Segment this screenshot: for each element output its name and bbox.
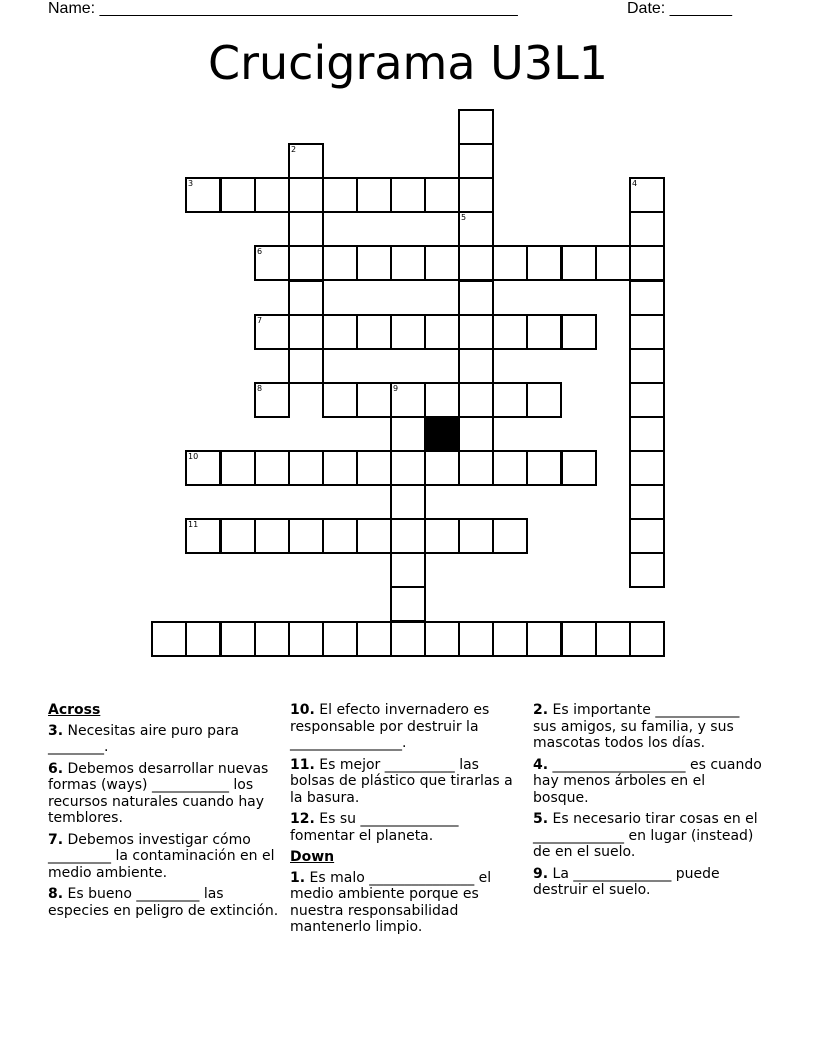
clue-number: 5 bbox=[461, 213, 467, 222]
grid-cell[interactable] bbox=[288, 621, 324, 657]
grid-cell[interactable] bbox=[220, 450, 256, 486]
grid-cell[interactable] bbox=[322, 621, 358, 657]
grid-cell[interactable] bbox=[424, 450, 460, 486]
grid-cell[interactable] bbox=[492, 621, 528, 657]
clue-number: 8 bbox=[257, 384, 263, 393]
grid-cell[interactable] bbox=[356, 450, 392, 486]
grid-cell[interactable] bbox=[390, 177, 426, 213]
grid-cell[interactable] bbox=[356, 245, 392, 281]
grid-cell[interactable] bbox=[424, 382, 460, 418]
clue-across-6: 6. Debemos desarrollar nuevas formas (ways) ___________ los recursos naturales cuando hay temblores. bbox=[48, 760, 269, 826]
clue-number: 9 bbox=[393, 384, 399, 393]
grid-cell[interactable] bbox=[254, 382, 290, 418]
grid-cell[interactable] bbox=[561, 621, 597, 657]
grid-cell[interactable] bbox=[595, 621, 631, 657]
grid-cell[interactable] bbox=[492, 518, 528, 554]
grid-cell[interactable] bbox=[288, 348, 324, 384]
down-heading: Down bbox=[290, 849, 335, 865]
clues-column-1 bbox=[48, 702, 280, 924]
grid-cell[interactable] bbox=[458, 382, 494, 418]
grid-cell[interactable] bbox=[390, 552, 426, 588]
grid-cell[interactable] bbox=[629, 280, 665, 316]
grid-cell[interactable] bbox=[390, 518, 426, 554]
grid-cell[interactable] bbox=[629, 484, 665, 520]
grid-cell[interactable] bbox=[492, 382, 528, 418]
clue-down-9: 9. La ______________ puede destruir el suelo. bbox=[533, 865, 720, 898]
grid-cell[interactable] bbox=[288, 518, 324, 554]
grid-cell[interactable] bbox=[322, 245, 358, 281]
grid-cell[interactable] bbox=[356, 382, 392, 418]
clue-number: 11 bbox=[188, 520, 199, 529]
grid-cell[interactable] bbox=[254, 177, 290, 213]
grid-cell[interactable] bbox=[526, 245, 562, 281]
grid-cell[interactable] bbox=[390, 314, 426, 350]
grid-cell[interactable] bbox=[458, 109, 494, 145]
grid-cell[interactable] bbox=[220, 177, 256, 213]
grid-cell[interactable] bbox=[424, 314, 460, 350]
clue-across-12: 12. Es su ______________ fomentar el planeta. bbox=[290, 811, 459, 844]
grid-cell[interactable] bbox=[458, 450, 494, 486]
clue-across-11: 11. Es mejor __________ las bolsas de plástico que tirarlas a la basura. bbox=[290, 756, 513, 806]
grid-cell[interactable] bbox=[492, 314, 528, 350]
grid-cell[interactable] bbox=[492, 450, 528, 486]
date-field-label: Date: _______ bbox=[627, 0, 732, 17]
grid-cell[interactable] bbox=[288, 211, 324, 247]
grid-cell[interactable] bbox=[220, 518, 256, 554]
grid-cell[interactable] bbox=[629, 177, 665, 213]
name-field-label: Name: _______________________________________________ bbox=[48, 0, 518, 17]
grid-cell[interactable] bbox=[526, 314, 562, 350]
grid-cell[interactable] bbox=[629, 552, 665, 588]
grid-cell[interactable] bbox=[288, 245, 324, 281]
grid-cell[interactable] bbox=[322, 314, 358, 350]
grid-cell[interactable] bbox=[254, 450, 290, 486]
grid-cell[interactable] bbox=[458, 245, 494, 281]
grid-cell[interactable] bbox=[458, 143, 494, 179]
grid-cell[interactable] bbox=[390, 382, 426, 418]
page-title: Crucigrama U3L1 bbox=[207, 36, 608, 90]
grid-cell[interactable] bbox=[492, 245, 528, 281]
grid-cell[interactable] bbox=[185, 518, 221, 554]
grid-cell[interactable] bbox=[322, 450, 358, 486]
grid-cell[interactable] bbox=[254, 314, 290, 350]
grid-cell[interactable] bbox=[254, 245, 290, 281]
grid-cell[interactable] bbox=[424, 245, 460, 281]
clue-across-8: 8. Es bueno _________ las especies en peligro de extinción. bbox=[48, 886, 279, 919]
grid-cell[interactable] bbox=[629, 450, 665, 486]
grid-cell[interactable] bbox=[424, 621, 460, 657]
grid-cell[interactable] bbox=[390, 484, 426, 520]
grid-cell[interactable] bbox=[561, 245, 597, 281]
clue-across-3: 3. Necesitas aire puro para ________. bbox=[48, 722, 239, 755]
grid-cell[interactable] bbox=[322, 382, 358, 418]
grid-cell[interactable] bbox=[526, 382, 562, 418]
grid-cell[interactable] bbox=[288, 450, 324, 486]
grid-cell[interactable] bbox=[629, 382, 665, 418]
grid-cell[interactable] bbox=[424, 518, 460, 554]
grid-cell[interactable] bbox=[561, 450, 597, 486]
clues-column-2 bbox=[290, 702, 522, 941]
grid-cell[interactable] bbox=[288, 314, 324, 350]
grid-cell[interactable] bbox=[458, 314, 494, 350]
grid-cell[interactable] bbox=[254, 518, 290, 554]
grid-cell[interactable] bbox=[595, 245, 631, 281]
grid-cell[interactable] bbox=[458, 621, 494, 657]
grid-cell[interactable] bbox=[322, 518, 358, 554]
clue-number: 3 bbox=[188, 179, 194, 188]
grid-cell[interactable] bbox=[629, 348, 665, 384]
grid-cell[interactable] bbox=[288, 280, 324, 316]
grid-cell[interactable] bbox=[390, 450, 426, 486]
grid-cell[interactable] bbox=[356, 518, 392, 554]
grid-cell[interactable] bbox=[356, 621, 392, 657]
grid-cell[interactable] bbox=[629, 211, 665, 247]
clue-across-7: 7. Debemos investigar cómo _________ la contaminación en el medio ambiente. bbox=[48, 831, 275, 881]
grid-cell[interactable] bbox=[629, 416, 665, 452]
grid-cell[interactable] bbox=[390, 416, 426, 452]
clue-number: 4 bbox=[632, 179, 638, 188]
clue-down-2: 2. Es importante ____________ sus amigos, su familia, y sus mascotas todos los días. bbox=[533, 702, 740, 751]
clue-number: 6 bbox=[257, 247, 263, 256]
grid-cell[interactable] bbox=[254, 621, 290, 657]
grid-cell[interactable] bbox=[185, 177, 221, 213]
grid-cell[interactable] bbox=[185, 450, 221, 486]
grid-cell[interactable] bbox=[526, 450, 562, 486]
grid-cell[interactable] bbox=[288, 143, 324, 179]
grid-cell[interactable] bbox=[288, 177, 324, 213]
clue-down-5: 5. Es necesario tirar cosas en el _____________ en lugar (instead) de en el suelo. bbox=[533, 811, 758, 860]
grid-cell[interactable] bbox=[629, 245, 665, 281]
clues-column-3 bbox=[533, 702, 765, 904]
grid-cell[interactable] bbox=[390, 586, 426, 622]
grid-cell[interactable] bbox=[390, 621, 426, 657]
grid-cell[interactable] bbox=[458, 348, 494, 384]
clue-number: 2 bbox=[291, 145, 297, 154]
grid-cell[interactable] bbox=[561, 314, 597, 350]
grid-cell[interactable] bbox=[458, 518, 494, 554]
clue-down-4: 4. ___________________ es cuando hay menos árboles en el bosque. bbox=[533, 756, 762, 806]
grid-cell[interactable] bbox=[424, 177, 460, 213]
grid-cell[interactable] bbox=[390, 245, 426, 281]
grid-cell[interactable] bbox=[185, 621, 221, 657]
clue-number: 10 bbox=[188, 452, 199, 461]
grid-cell[interactable] bbox=[322, 177, 358, 213]
grid-cell[interactable] bbox=[629, 621, 665, 657]
grid-cell[interactable] bbox=[526, 621, 562, 657]
grid-cell[interactable] bbox=[458, 177, 494, 213]
grid-cell[interactable] bbox=[458, 416, 494, 452]
clue-across-10: 10. El efecto invernadero es responsable por destruir la ________________. bbox=[290, 702, 490, 751]
grid-cell[interactable] bbox=[220, 621, 256, 657]
grid-cell[interactable] bbox=[151, 621, 187, 657]
grid-cell[interactable] bbox=[356, 314, 392, 350]
grid-cell[interactable] bbox=[356, 177, 392, 213]
grid-cell[interactable] bbox=[629, 518, 665, 554]
across-heading: Across bbox=[48, 702, 101, 718]
grid-cell[interactable] bbox=[458, 211, 494, 247]
clue-down-1: 1. Es malo _______________ el medio ambiente porque es nuestra responsabilidad mantenerlo limpio. bbox=[290, 869, 492, 935]
black-cell bbox=[424, 416, 460, 452]
grid-cell[interactable] bbox=[458, 280, 494, 316]
clue-number: 7 bbox=[257, 316, 263, 325]
grid-cell[interactable] bbox=[629, 314, 665, 350]
